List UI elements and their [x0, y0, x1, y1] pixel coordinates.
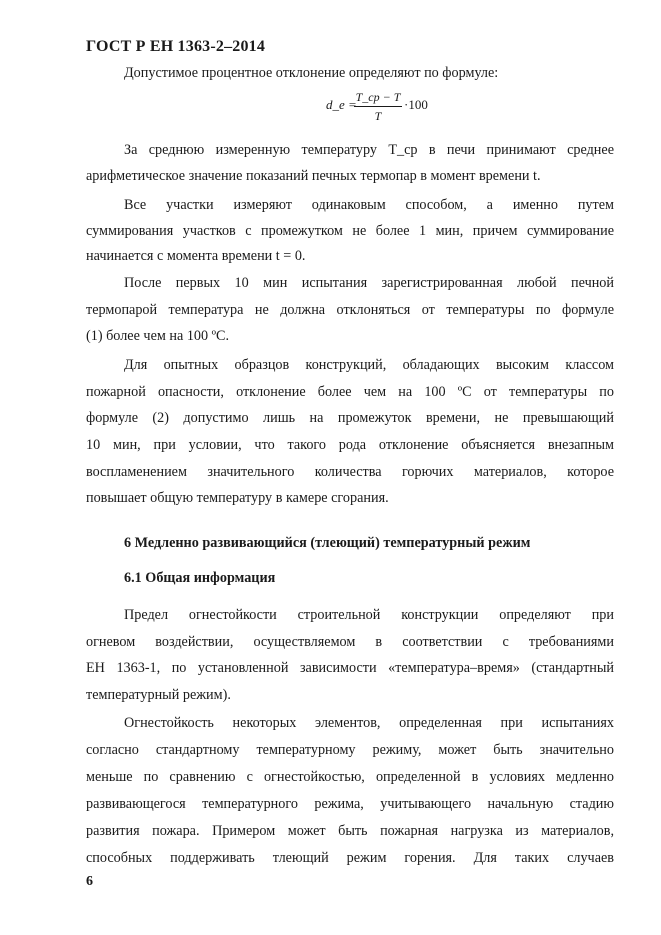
text-line: огневом воздействии, осуществляемом в соответствии с требованиями	[86, 634, 614, 650]
text-line: развития пожара. Примером может быть пожарная нагрузка из материалов,	[86, 823, 614, 839]
text-line: Допустимое процентное отклонение определяют по формуле:	[124, 65, 499, 81]
text-line: согласно стандартному температурному режиму, может быть значительно	[86, 742, 614, 758]
section-6-1-heading: 6.1 Общая информация	[124, 570, 276, 586]
formula-lhs: d_e =	[326, 97, 357, 112]
text-line: 10 мин, при условии, что такого рода отклонение объясняется внезапным	[86, 437, 614, 453]
text-line: температурный режим).	[86, 687, 231, 703]
text-line: Предел огнестойкости строительной конструкции определяют при	[124, 607, 614, 623]
text-line: повышает общую температуру в камере сгорания.	[86, 490, 389, 506]
text-line: ЕН 1363-1, по установленной зависимости «температура–время» (стандартный	[86, 660, 614, 676]
text-line: пожарной опасности, отклонение более чем на 100 ºС от температуры по	[86, 384, 614, 400]
text-line: арифметическое значение показаний печных термопар в момент времени t.	[86, 168, 541, 184]
formula-numerator: T_ср − T	[355, 90, 401, 104]
text-line: Для опытных образцов конструкций, обладающих высоким классом	[124, 357, 614, 373]
section-6-heading: 6 Медленно развивающийся (тлеющий) температурный режим	[124, 535, 531, 551]
formula-fraction	[352, 89, 404, 124]
formula-denominator: T	[374, 109, 382, 123]
text-line: воспламенением значительного количества горючих материалов, которое	[86, 464, 614, 480]
text-line: Огнестойкость некоторых элементов, определенная при испытаниях	[124, 715, 614, 731]
text-line: За среднюю измеренную температуру T_ср в печи принимают среднее	[124, 142, 614, 158]
text-line: меньше по сравнению с огнестойкостью, определенной в условиях медленно	[86, 769, 614, 785]
document-code-header: ГОСТ Р ЕН 1363-2–2014	[86, 38, 266, 55]
page-number: 6	[86, 874, 93, 889]
text-line: После первых 10 мин испытания зарегистрированная любой печной	[124, 275, 614, 291]
text-line: термопарой температура не должна отклоняться от температуры по формуле	[86, 302, 614, 318]
fraction-bar	[354, 106, 402, 107]
text-line: формуле (2) допустимо лишь на промежуток времени, не превышающий	[86, 410, 614, 426]
text-line: способных поддерживать тлеющий режим горения. Для таких случаев	[86, 850, 614, 866]
deviation-formula	[326, 90, 436, 127]
text-line: Все участки измеряют одинаковым способом, а именно путем	[124, 197, 614, 213]
text-line: развивающегося температурного режима, учитывающего начальную стадию	[86, 796, 614, 812]
text-line: суммирования участков с промежутком не более 1 мин, причем суммирование	[86, 223, 614, 239]
text-line: начинается с момента времени t = 0.	[86, 248, 306, 264]
text-line: (1) более чем на 100 ºС.	[86, 328, 230, 344]
formula-multiplier: ·100	[404, 97, 428, 112]
